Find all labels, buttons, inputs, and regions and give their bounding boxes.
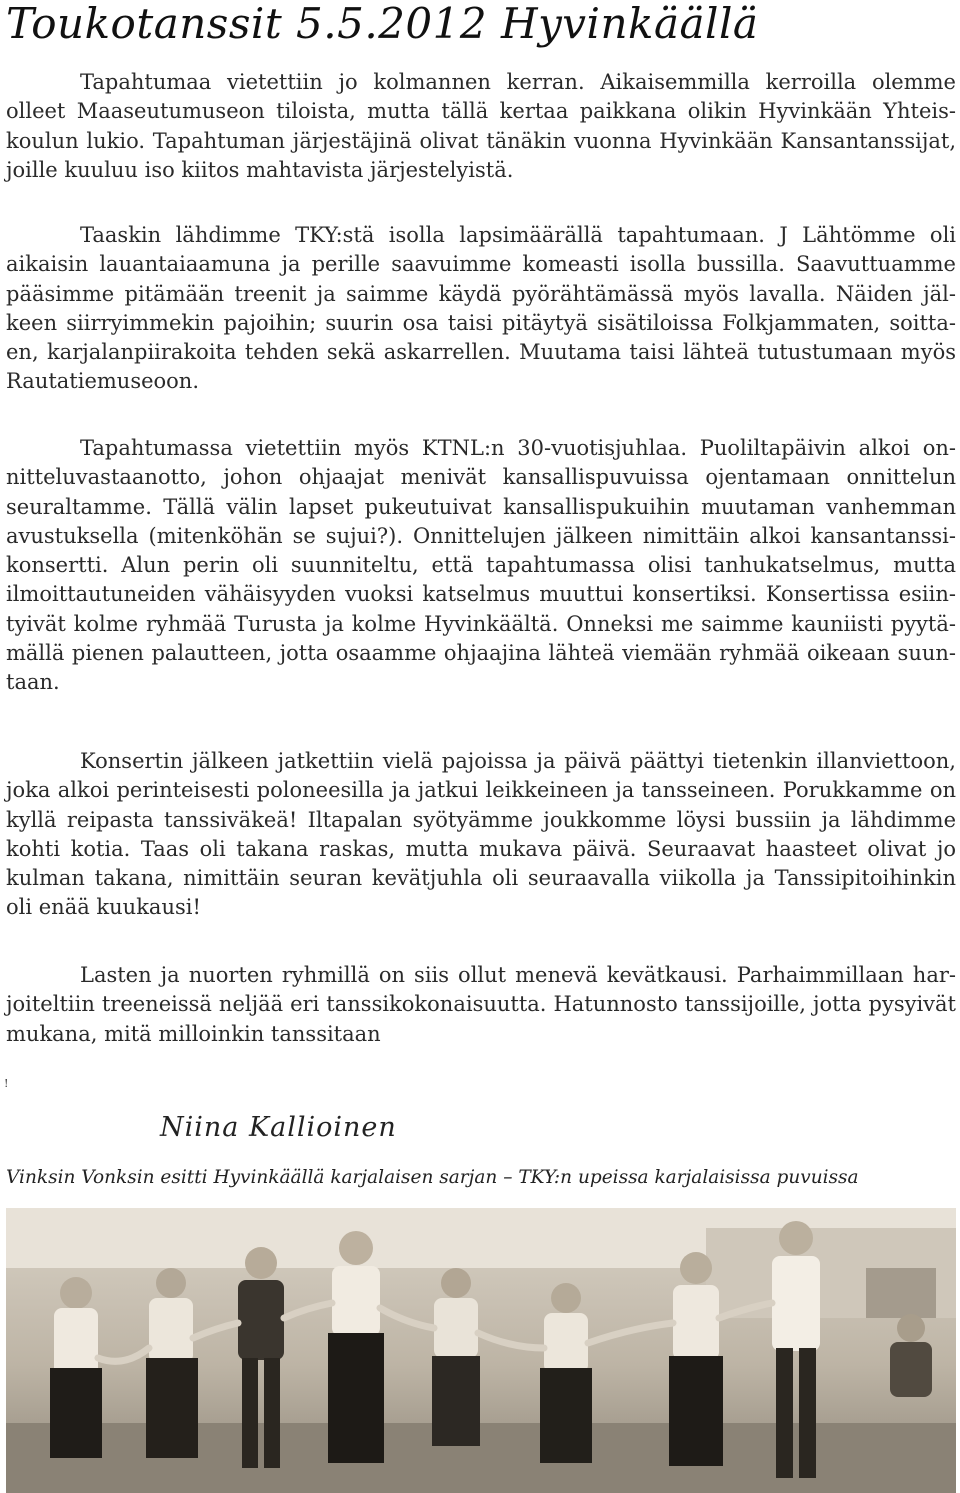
- paragraph-5: Lasten ja nuorten ryhmillä on siis ollut menevä kevätkausi. Parhaimmillaan harjoiteltiin treeneissä neljää eri tanssikokonaisuutta. Hatunnosto tanssijoille, jotta pysyivät mukana, mitä milloinkin tanssitaan: [6, 963, 956, 1046]
- author-signature: Niina Kallioinen: [160, 1112, 397, 1143]
- paragraph-1: Tapahtumaa vietettiin jo kolmannen kerran. Aikaisemmilla kerroilla olemme olleet Maaseutumuseon tiloista, mutta tällä kertaa paikkana olikin Hyvinkään Yhteiskoulun lukio. Tapahtuman järjestäjinä olivat tänäkin vuonna Hyvinkään Kansantanssijat, joille kuuluu iso kiitos mahtavista järjestelyistä.: [6, 70, 956, 182]
- paragraph-2: Taaskin lähdimme TKY:stä isolla lapsimäärällä tapahtumaan. J Lähtömme oli aikaisin lauantaiaamuna ja perille saavuimme komeasti isolla bussilla. Saavuttuamme pääsimme pitämään treenit ja saimme käydä pyörähtämässä myös lavalla. Näiden jälkeen siirryimmekin pajoihin; suurin osa taisi pitäytyä sisätiloissa Folkjammaten, soittaen, karjalanpiirakoita tehden sekä askarrellen. Muutama taisi lähteä tutustumaan myös Rautatiemuseoon.: [6, 223, 956, 394]
- photo-caption: Vinksin Vonksin esitti Hyvinkäällä karjalaisen sarjan – TKY:n upeissa karjalaisissa puvuissa: [6, 1167, 859, 1188]
- paragraph-3: Tapahtumassa vietettiin myös KTNL:n 30-vuotisjuhlaa. Puoliltapäivin alkoi onnitteluvastaanotto, johon ohjaajat menivät kansallispuvuissa ojentamaan onnittelun seuraltamme. Tällä välin lapset pukeutuivat kansallispukuihin muutaman vanhemman avustuksella (mitenköhän se sujui?). Onnittelujen jälkeen nimittäin alkoi kansantanssikonsertti. Alun perin oli suunniteltu, että tapahtumassa olisi tanhukatselmus, mutta ilmoittautuneiden vähäisyyden vuoksi katselmus muuttui konsertiksi. Konsertissa esiintyivät kolme ryhmää Turusta ja kolme Hyvinkäältä. Onneksi me saimme kauniisti pyytämällä pienen palautteen, jotta osaamme ohjaajina lähteä viemään ryhmää oikeaan suuntaan.: [6, 436, 956, 695]
- folk-dance-photo: [6, 1208, 956, 1493]
- article-title: Toukotanssit 5.5.2012 Hyvinkäällä: [6, 0, 759, 48]
- paragraph-4: Konsertin jälkeen jatkettiin vielä pajoissa ja päivä päättyi tietenkin illanviettoon, joka alkoi perinteisesti poloneesilla ja jatkui leikkeineen ja tansseineen. Porukkamme on kyllä reipasta tanssiväkeä! Iltapalan syötyämme joukkomme löysi bussiin ja lähdimme kohti kotia. Taas oli takana raskas, mutta mukava päivä. Seuraavat haasteet olivat jo kulman takana, nimittäin seuran kevätjuhla oli seuraavalla viikolla ja Tanssipitoihinkin oli enää kuukausi!: [6, 749, 956, 920]
- stray-mark: !: [4, 1077, 9, 1090]
